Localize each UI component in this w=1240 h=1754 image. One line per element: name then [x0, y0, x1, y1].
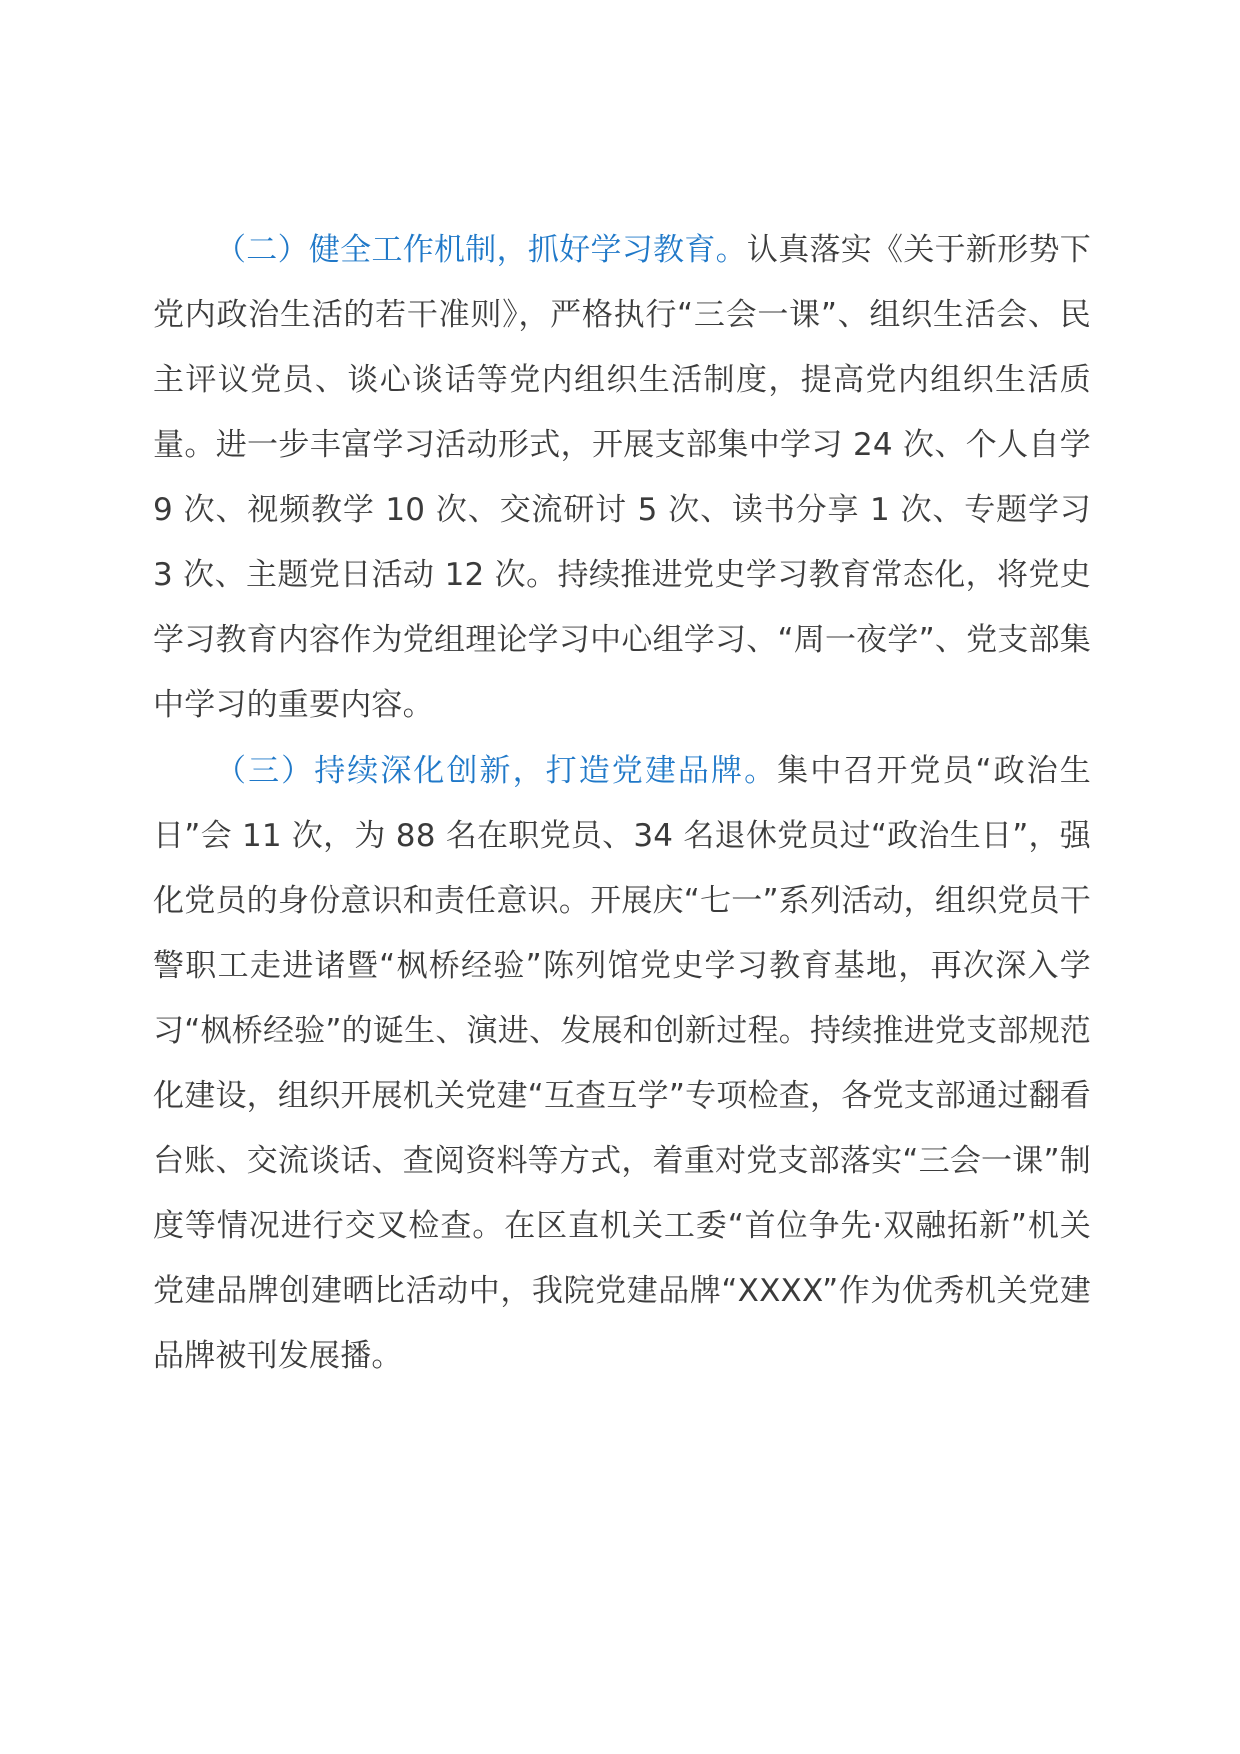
section-heading-3: （三）持续深化创新，打造党建品牌。 — [215, 753, 778, 789]
section-heading-2: （二）健全工作机制，抓好学习教育。 — [215, 232, 747, 268]
section-body-2: 认真落实《关于新形势下党内政治生活的若干准则》，严格执行“三会一课”、组织生活会、民主评议党员、谈心谈话等党内组织生活制度，提高党内组织生活质量。进一步丰富学习活动形式，开展支部集中学习 24 次、个人自学 9 次、视频教学 10 次、交流研讨 5 次、读书分享 1 次、专题学习 3 次、主题党日活动 12 次。持续推进党史学习教育常态化，将党史学习教育内容作为党组理论学习中心组学习、“周一夜学”、党支部集中学习的重要内容。 — [153, 232, 1091, 723]
paragraph-section-2 — [153, 218, 1091, 738]
section-body-3: 集中召开党员“政治生日”会 11 次，为 88 名在职党员、34 名退休党员过“政治生日”，强化党员的身份意识和责任意识。开展庆“七一”系列活动，组织党员干警职工走进诸暨“枫桥经验”陈列馆党史学习教育基地，再次深入学习“枫桥经验”的诞生、演进、发展和创新过程。持续推进党支部规范化建设，组织开展机关党建“互查互学”专项检查，各党支部通过翻看台账、交流谈话、查阅资料等方式，着重对党支部落实“三会一课”制度等情况进行交叉检查。在区直机关工委“首位争先·双融拓新”机关党建品牌创建晒比活动中，我院党建品牌“XXXX”作为优秀机关党建品牌被刊发展播。 — [153, 753, 1091, 1374]
paragraph-section-3 — [153, 739, 1091, 1389]
document-body — [153, 218, 1091, 1390]
